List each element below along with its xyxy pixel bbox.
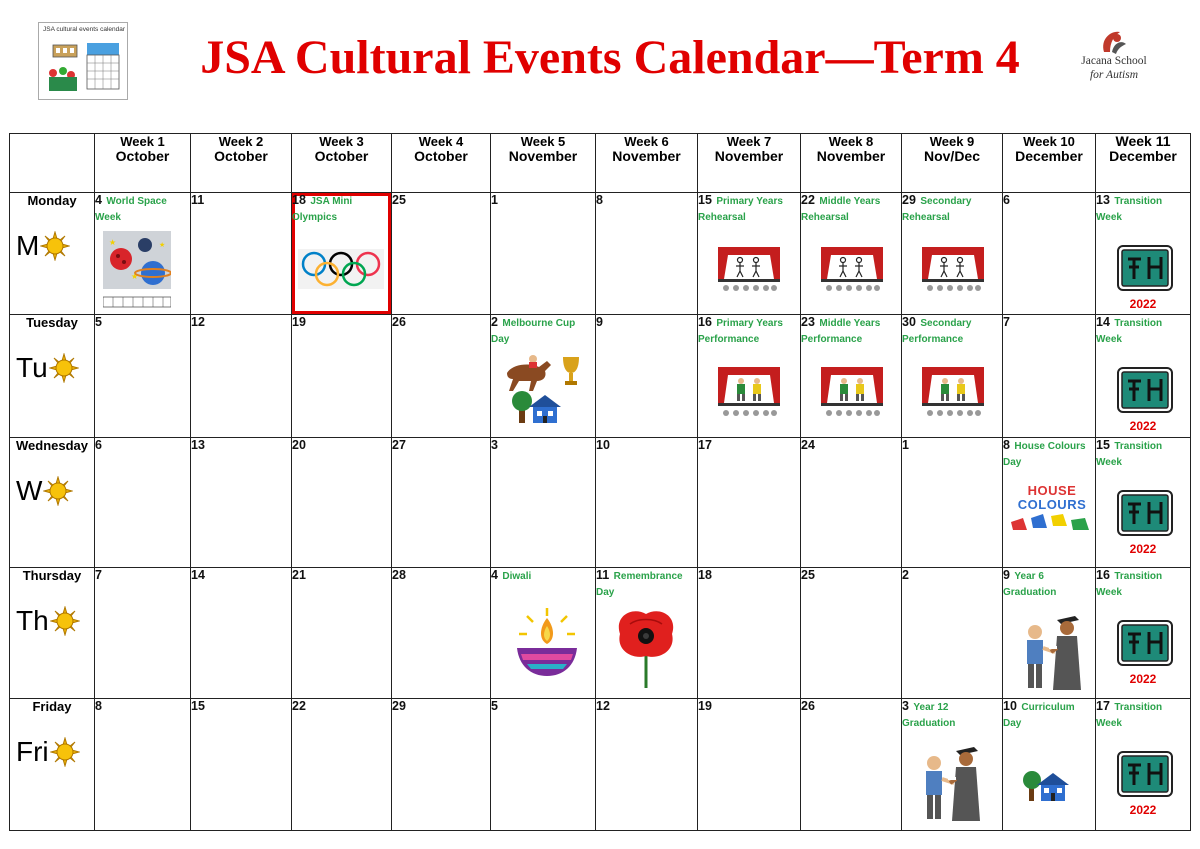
date-cell xyxy=(95,315,191,437)
cell-text xyxy=(95,193,190,225)
cell-text xyxy=(1003,193,1095,207)
day-name: Thursday xyxy=(22,568,82,584)
calendar-grid xyxy=(9,133,1191,831)
date-number: 23 xyxy=(801,315,815,330)
event-cell xyxy=(1003,698,1096,830)
event-picture xyxy=(821,367,883,424)
event-picture xyxy=(1117,490,1173,541)
date-number: 12 xyxy=(596,698,610,713)
calendar-thumbnail xyxy=(38,22,128,100)
day-label-cell xyxy=(10,193,95,315)
event-label: Diwali xyxy=(502,571,532,583)
date-number: 5 xyxy=(491,698,498,713)
date-cell xyxy=(392,568,491,698)
date-cell xyxy=(698,568,801,698)
date-number: 6 xyxy=(95,437,102,452)
date-cell xyxy=(491,193,596,315)
cell-text xyxy=(596,315,697,329)
transition-icon xyxy=(1117,245,1173,291)
day-abbr-text: Th xyxy=(16,605,49,637)
event-label: Transition Week xyxy=(1096,318,1163,346)
date-number: 17 xyxy=(1096,698,1110,713)
cell-text xyxy=(491,568,595,584)
event-label: Middle Years Rehearsal xyxy=(801,196,881,223)
date-cell xyxy=(191,315,292,437)
date-cell xyxy=(191,568,292,698)
date-cell xyxy=(902,437,1003,567)
day-label-cell xyxy=(10,698,95,830)
day-abbr-text: W xyxy=(16,474,43,506)
date-number: 22 xyxy=(292,698,306,713)
event-cell xyxy=(596,568,698,698)
event-label: Primary Years Performance xyxy=(698,318,783,346)
date-cell xyxy=(392,437,491,567)
date-cell xyxy=(698,437,801,567)
date-number: 4 xyxy=(491,568,498,583)
cell-text xyxy=(1096,568,1190,600)
event-label: Transition Week xyxy=(1096,701,1163,729)
event-label: Year 12 Graduation xyxy=(902,701,956,729)
cell-text xyxy=(801,193,901,225)
day-row-friday xyxy=(10,698,1191,830)
date-cell xyxy=(191,437,292,567)
day-abbr xyxy=(16,737,80,767)
event-picture xyxy=(103,231,171,316)
date-number: 14 xyxy=(1096,315,1110,330)
date-cell xyxy=(902,568,1003,698)
sun-icon xyxy=(49,353,79,383)
cell-text xyxy=(801,438,901,452)
jacana-bird-icon xyxy=(1098,28,1130,56)
day-label-cell xyxy=(10,437,95,567)
date-number: 29 xyxy=(902,193,916,207)
date-cell xyxy=(801,437,902,567)
date-number: 20 xyxy=(292,437,306,452)
date-cell xyxy=(191,193,292,315)
cell-text xyxy=(392,568,490,582)
event-cell xyxy=(801,193,902,315)
date-number: 29 xyxy=(392,698,406,713)
date-cell xyxy=(596,437,698,567)
week-header: Week 6 November xyxy=(596,134,698,193)
event-label: Melbourne Cup Day xyxy=(491,318,576,346)
date-number: 8 xyxy=(596,193,603,207)
date-cell xyxy=(392,193,491,315)
stage-rehearsal-icon xyxy=(922,247,984,293)
date-number: 3 xyxy=(491,437,498,452)
cell-text xyxy=(698,315,800,347)
event-cell xyxy=(902,698,1003,830)
date-number: 16 xyxy=(1096,568,1110,583)
date-number: 15 xyxy=(191,698,205,713)
date-number: 11 xyxy=(596,568,610,583)
graduation-icon xyxy=(1021,612,1083,692)
cell-text xyxy=(292,568,391,582)
week-header: Week 7 November xyxy=(698,134,801,193)
date-cell xyxy=(95,698,191,830)
event-picture xyxy=(922,367,984,424)
date-number: 2 xyxy=(902,568,909,583)
event-label: Remembrance Day xyxy=(596,571,683,599)
date-number: 9 xyxy=(596,315,603,330)
date-number: 1 xyxy=(491,193,498,207)
cell-text xyxy=(191,438,291,452)
event-picture xyxy=(503,353,585,430)
event-label: Curriculum Day xyxy=(1003,701,1075,729)
date-number: 11 xyxy=(191,193,205,207)
date-number: 14 xyxy=(191,568,205,583)
cell-text xyxy=(1096,699,1190,731)
date-number: 10 xyxy=(596,437,610,452)
date-number: 25 xyxy=(392,193,406,207)
cell-text xyxy=(491,193,595,207)
event-label: Transition Week xyxy=(1096,440,1163,468)
event-picture xyxy=(1117,367,1173,418)
calendar-thumbnail-icon xyxy=(39,35,127,99)
date-number: 25 xyxy=(801,568,815,583)
day-name: Tuesday xyxy=(26,315,78,331)
cell-text xyxy=(1003,438,1095,470)
event-label: House Colours Day xyxy=(1003,440,1086,468)
cell-text xyxy=(292,438,391,452)
date-number: 22 xyxy=(801,193,815,207)
week-header: Week 10 December xyxy=(1003,134,1096,193)
cell-text xyxy=(392,438,490,452)
event-label: Year 6 Graduation xyxy=(1003,571,1057,599)
cell-text xyxy=(392,315,490,329)
date-cell xyxy=(95,437,191,567)
event-label: Secondary Rehearsal xyxy=(902,196,972,223)
day-abbr xyxy=(16,476,73,506)
day-name: Monday xyxy=(27,193,77,208)
date-number: 5 xyxy=(95,315,102,330)
event-picture xyxy=(298,249,384,294)
transition-year: 2022 xyxy=(1129,297,1157,311)
date-number: 26 xyxy=(392,315,406,330)
date-number: 8 xyxy=(1003,437,1010,452)
cell-text xyxy=(596,699,697,713)
cell-text xyxy=(1003,315,1095,329)
transition-icon xyxy=(1117,620,1173,666)
page-title: JSA Cultural Events Calendar—Term 4 xyxy=(200,31,1020,84)
sun-icon xyxy=(40,231,70,261)
week-header: Week 5 November xyxy=(491,134,596,193)
cell-text xyxy=(392,193,490,207)
event-cell xyxy=(1096,698,1191,830)
date-cell xyxy=(596,193,698,315)
day-abbr xyxy=(16,353,79,383)
sun-icon xyxy=(50,606,80,636)
cell-text xyxy=(801,315,901,347)
cell-text xyxy=(902,699,1002,731)
day-row-wednesday xyxy=(10,437,1191,567)
date-cell xyxy=(596,315,698,437)
event-cell xyxy=(491,568,596,698)
cell-text xyxy=(392,699,490,713)
cell-text xyxy=(902,315,1002,347)
date-cell xyxy=(1003,315,1096,437)
event-cell xyxy=(292,193,392,315)
transition-year: 2022 xyxy=(1129,802,1157,817)
event-label: Secondary Performance xyxy=(902,318,972,346)
stage-performance-icon xyxy=(821,367,883,419)
sun-icon xyxy=(50,737,80,767)
cell-text xyxy=(596,193,697,207)
date-number: 2 xyxy=(491,315,498,330)
event-cell xyxy=(902,315,1003,437)
week-header: Week 3 October xyxy=(292,134,392,193)
date-cell xyxy=(801,698,902,830)
date-number: 4 xyxy=(95,193,102,207)
cell-text xyxy=(801,699,901,713)
cell-text xyxy=(292,699,391,713)
date-number: 16 xyxy=(698,315,712,330)
cell-text xyxy=(95,315,190,329)
event-picture xyxy=(610,604,682,695)
event-picture xyxy=(1023,763,1073,808)
event-cell xyxy=(1003,568,1096,698)
logo-line-2: for Autism xyxy=(1089,69,1139,81)
event-label: Transition Week xyxy=(1096,196,1163,223)
date-number: 19 xyxy=(292,315,306,330)
event-picture xyxy=(1021,612,1083,697)
stage-rehearsal-icon xyxy=(718,247,780,293)
week-header-row xyxy=(10,134,1191,193)
cell-text xyxy=(1096,438,1190,470)
cell-text xyxy=(698,568,800,582)
cell-text xyxy=(491,315,595,347)
day-abbr-text: M xyxy=(16,230,40,261)
day-label-cell xyxy=(10,568,95,698)
event-picture xyxy=(718,247,780,298)
date-number: 26 xyxy=(801,698,815,713)
date-number: 24 xyxy=(801,437,815,452)
date-number: 21 xyxy=(292,568,306,583)
cell-text xyxy=(698,193,800,225)
transition-icon xyxy=(1117,490,1173,536)
event-label: Transition Week xyxy=(1096,571,1163,599)
event-label: Middle Years Performance xyxy=(801,318,881,346)
event-cell xyxy=(902,193,1003,315)
cell-text xyxy=(902,568,1002,582)
cell-text xyxy=(698,699,800,713)
event-cell xyxy=(95,193,191,315)
cell-text xyxy=(596,568,697,600)
event-label: Primary Years Rehearsal xyxy=(698,196,783,223)
event-cell xyxy=(1096,315,1191,437)
date-number: 15 xyxy=(698,193,712,207)
date-number: 13 xyxy=(1096,193,1110,207)
date-cell xyxy=(392,698,491,830)
date-number: 15 xyxy=(1096,437,1110,452)
date-number: 19 xyxy=(698,698,712,713)
event-label: World Space Week xyxy=(95,196,167,223)
date-number: 6 xyxy=(1003,193,1010,207)
date-number: 7 xyxy=(95,568,102,583)
event-cell xyxy=(491,315,596,437)
event-cell xyxy=(698,193,801,315)
date-number: 8 xyxy=(95,698,102,713)
cell-text xyxy=(95,699,190,713)
date-number: 17 xyxy=(698,437,712,452)
graduation-icon xyxy=(920,743,982,823)
cell-text xyxy=(491,699,595,713)
day-row-monday xyxy=(10,193,1191,315)
cell-text xyxy=(491,438,595,452)
date-number: 10 xyxy=(1003,698,1017,713)
transition-year: 2022 xyxy=(1129,672,1157,687)
event-cell xyxy=(801,315,902,437)
date-number: 27 xyxy=(392,437,406,452)
stage-performance-icon xyxy=(922,367,984,419)
cell-text xyxy=(902,193,1002,225)
house-colours-line-2: COLOURS xyxy=(1017,496,1087,512)
week-header: Week 2 October xyxy=(191,134,292,193)
date-cell xyxy=(392,315,491,437)
cell-text xyxy=(801,568,901,582)
day-name: Friday xyxy=(32,698,72,714)
event-picture xyxy=(1117,751,1173,802)
event-picture xyxy=(1117,620,1173,671)
cell-text xyxy=(596,438,697,452)
cell-text xyxy=(191,699,291,713)
day-abbr xyxy=(16,606,80,636)
event-picture xyxy=(821,247,883,298)
week-header: Week 9 Nov/Dec xyxy=(902,134,1003,193)
house-tree-icon xyxy=(1023,763,1073,803)
cell-text xyxy=(698,438,800,452)
stage-rehearsal-icon xyxy=(821,247,883,293)
event-picture xyxy=(920,743,982,828)
diwali-lamp-icon xyxy=(511,606,583,680)
event-picture xyxy=(718,367,780,424)
date-number: 18 xyxy=(698,568,712,583)
event-picture xyxy=(922,247,984,298)
house-colours-line-1: HOUSE xyxy=(1027,482,1077,498)
week-header: Week 1 October xyxy=(95,134,191,193)
event-picture xyxy=(511,606,583,685)
date-cell xyxy=(491,437,596,567)
horse-race-icon xyxy=(503,353,585,425)
event-cell xyxy=(1096,193,1191,315)
cell-text xyxy=(1003,699,1095,731)
cell-text xyxy=(191,315,291,329)
date-cell xyxy=(1003,193,1096,315)
day-label-cell xyxy=(10,315,95,437)
sun-icon xyxy=(43,476,73,506)
date-cell xyxy=(292,568,392,698)
week-header: Week 8 November xyxy=(801,134,902,193)
cell-text xyxy=(95,438,190,452)
date-number: 12 xyxy=(191,315,205,330)
date-cell xyxy=(292,698,392,830)
svg-text:★: ★ xyxy=(159,242,166,249)
transition-year: 2022 xyxy=(1129,419,1157,434)
day-abbr-text: Fri xyxy=(16,735,49,767)
cell-text xyxy=(1003,568,1095,600)
poppy-icon xyxy=(610,604,682,690)
cell-text xyxy=(902,438,1002,452)
cell-text xyxy=(191,193,291,207)
svg-text:★: ★ xyxy=(109,238,117,247)
date-cell xyxy=(292,315,392,437)
date-cell xyxy=(292,437,392,567)
cell-text xyxy=(1096,193,1190,225)
date-number: 9 xyxy=(1003,568,1010,583)
event-picture xyxy=(1009,484,1095,538)
date-cell xyxy=(801,568,902,698)
cell-text xyxy=(292,193,391,225)
thumbnail-title: JSA cultural events calendar xyxy=(43,26,126,33)
space-planets-icon xyxy=(103,231,171,311)
event-cell xyxy=(1096,568,1191,698)
week-header: Week 11 December xyxy=(1096,134,1191,193)
date-cell xyxy=(698,698,801,830)
date-number: 18 xyxy=(292,193,306,207)
day-abbr-text: Tu xyxy=(16,352,48,384)
day-row-thursday xyxy=(10,568,1191,698)
date-number: 1 xyxy=(902,437,909,452)
cell-text xyxy=(95,568,190,582)
week-header: Week 4 October xyxy=(392,134,491,193)
day-name: Wednesday xyxy=(15,437,88,453)
event-cell xyxy=(698,315,801,437)
date-number: 28 xyxy=(392,568,406,583)
date-cell xyxy=(191,698,292,830)
date-number: 7 xyxy=(1003,315,1010,330)
olympic-rings-icon xyxy=(298,249,384,289)
day-abbr xyxy=(16,231,70,261)
logo-line-1: Jacana School xyxy=(1081,55,1147,67)
transition-icon xyxy=(1117,751,1173,797)
event-label: JSA Mini Olympics xyxy=(292,196,353,223)
stage-performance-icon xyxy=(718,367,780,419)
school-logo xyxy=(1064,28,1164,88)
corner-cell xyxy=(10,134,95,193)
date-cell xyxy=(491,698,596,830)
transition-icon xyxy=(1117,367,1173,413)
event-picture xyxy=(1117,245,1173,296)
date-number: 13 xyxy=(191,437,205,452)
date-cell xyxy=(95,568,191,698)
date-number: 30 xyxy=(902,315,916,330)
svg-text:★: ★ xyxy=(131,272,139,281)
transition-year: 2022 xyxy=(1129,541,1157,556)
cell-text xyxy=(1096,315,1190,347)
event-cell xyxy=(1096,437,1191,567)
date-number: 3 xyxy=(902,698,909,713)
event-cell xyxy=(1003,437,1096,567)
date-cell xyxy=(596,698,698,830)
day-row-tuesday xyxy=(10,315,1191,437)
cell-text xyxy=(191,568,291,582)
cell-text xyxy=(292,315,391,329)
